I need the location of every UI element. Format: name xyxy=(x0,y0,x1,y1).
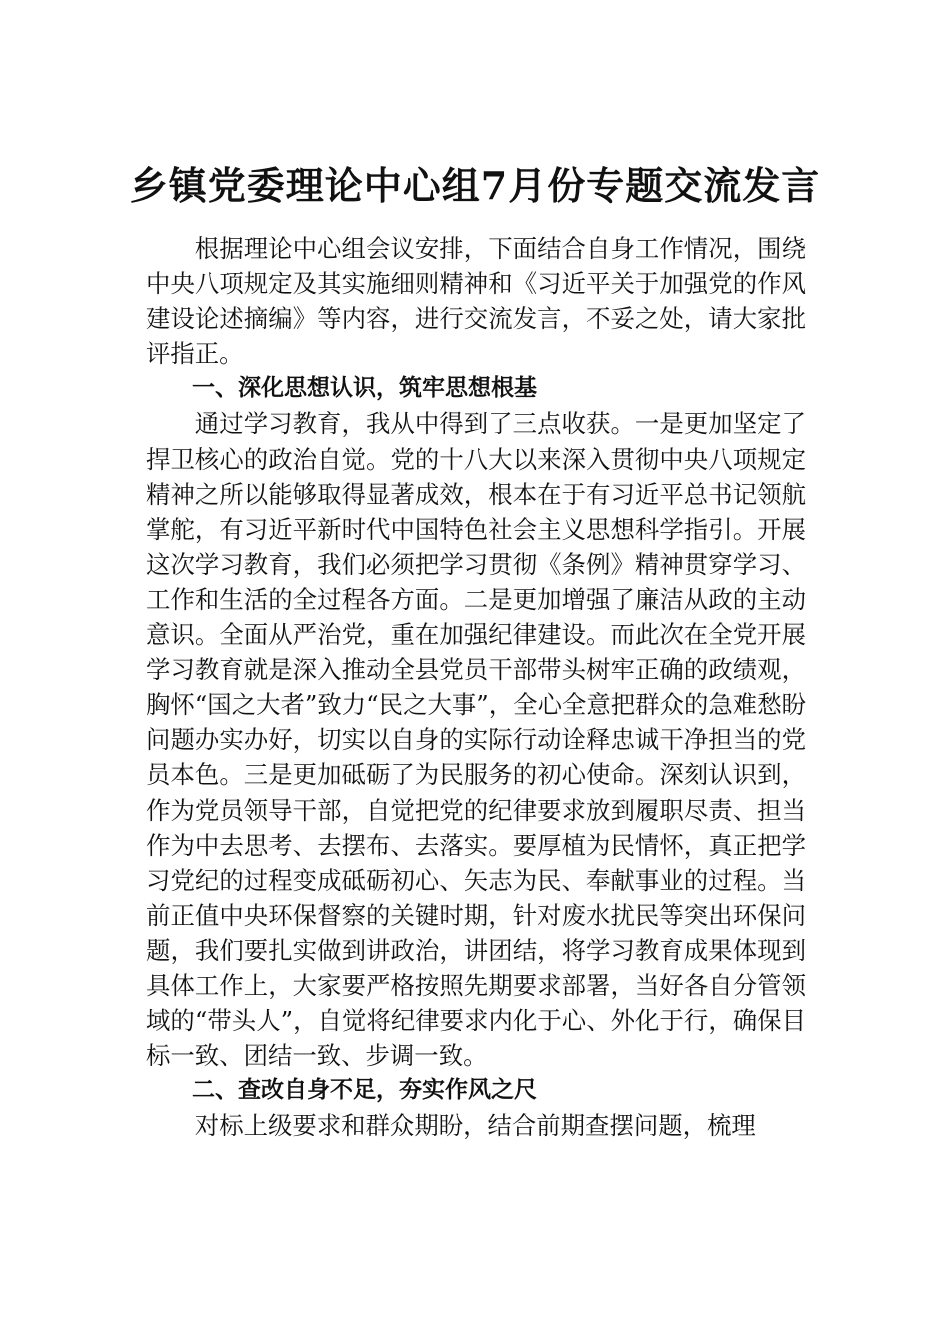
document-body xyxy=(146,231,806,1143)
section-2-paragraph: 对标上级要求和群众期盼，结合前期查摆问题，梳理 xyxy=(194,1111,756,1141)
section-2-heading: 二、查改自身不足，夯实作风之尺 xyxy=(192,1077,537,1104)
document-title: 乡镇党委理论中心组7月份专题交流发言 xyxy=(129,163,821,208)
intro-paragraph: 根据理论中心组会议安排，下面结合自身工作情况，围绕中央八项规定及其实施细则精神和《习近平关于加强党的作风建设论述摘编》等内容，进行交流发言，不妥之处，请大家批评指正。 xyxy=(146,234,806,369)
section-1-paragraph: 通过学习教育，我从中得到了三点收获。一是更加坚定了捍卫核心的政治自觉。党的十八大以来深入贯彻中央八项规定精神之所以能够取得显著成效，根本在于有习近平总书记领航掌舵，有习近平新时代中国特色社会主义思想科学指引。开展这次学习教育，我们必须把学习贯彻《条例》精神贯穿学习、工作和生活的全过程各方面。二是更加增强了廉洁从政的主动意识。全面从严治党，重在加强纪律建设。而此次在全党开展学习教育就是深入推动全县党员干部带头树牢正确的政绩观，胸怀“国之大者”致力“民之大事”，全心全意把群众的急难愁盼问题办实办好，切实以自身的实际行动诠释忠诚干净担当的党员本色。三是更加砥砺了为民服务的初心使命。深刻认识到，作为党员领导干部，自觉把党的纪律要求放到履职尽责、担当作为中去思考、去摆布、去落实。要厚植为民情怀，真正把学习党纪的过程变成砥砺初心、矢志为民、奉献事业的过程。当前正值中央环保督察的关键时期，针对废水扰民等突出环保问题，我们要扎实做到讲政治，讲团结，将学习教育成果体现到具体工作上，大家要严格按照先期要求部署，当好各自分管领域的“带头人”，自觉将纪律要求内化于心、外化于行，确保目标一致、团结一致、步调一致。 xyxy=(146,409,806,1071)
section-1-heading: 一、深化思想认识，筑牢思想根基 xyxy=(192,375,537,402)
